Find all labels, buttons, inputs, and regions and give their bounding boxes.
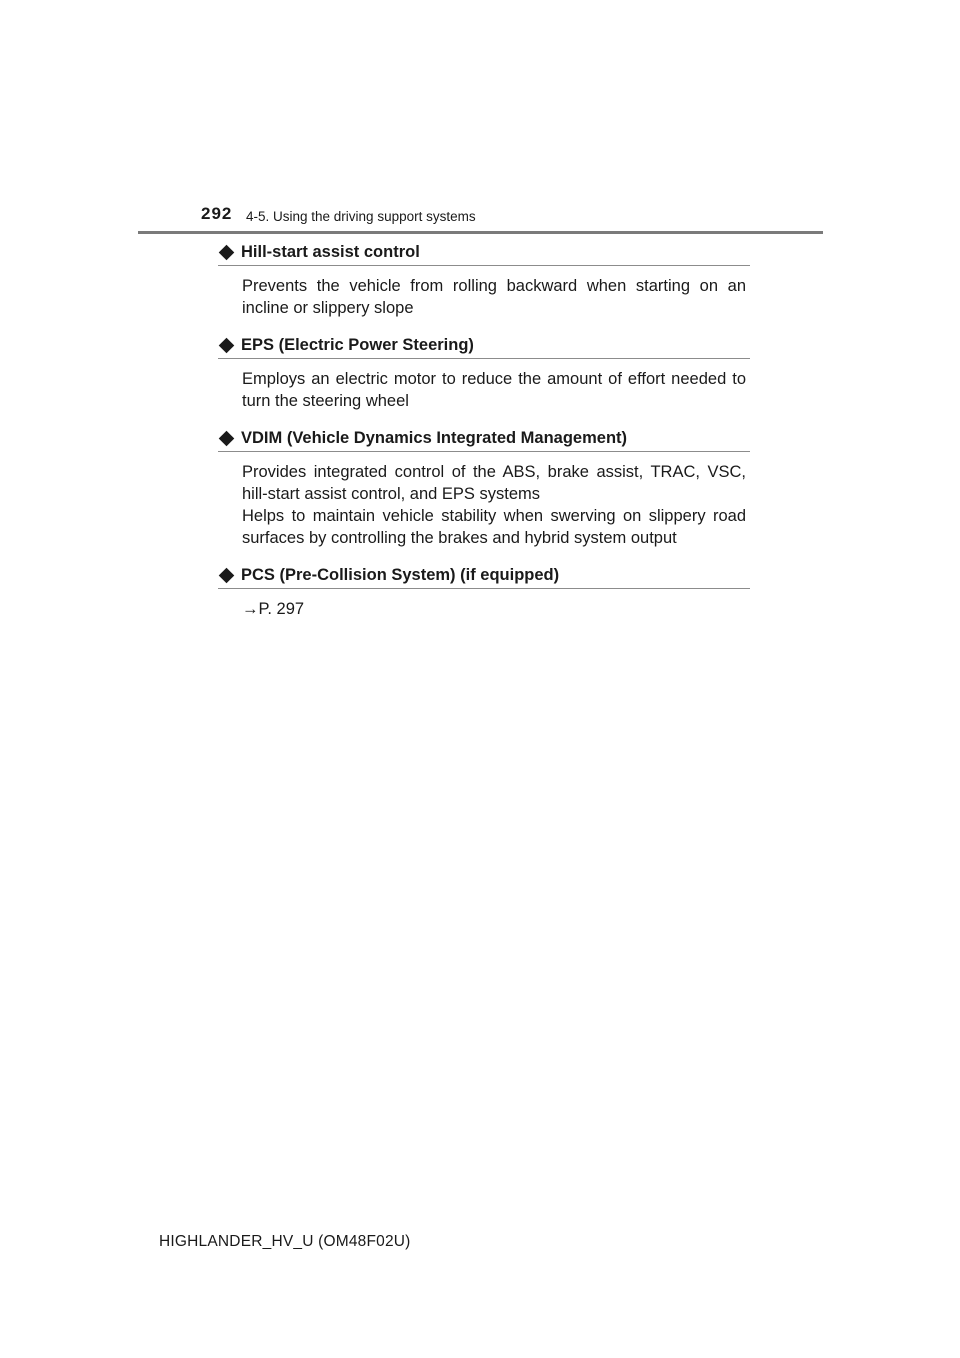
diamond-bullet-icon: [219, 568, 235, 584]
item-paragraph: Helps to maintain vehicle stability when swerving on slippery road surfaces by controlling the brakes and hybrid system output: [242, 507, 746, 547]
content: [218, 240, 750, 634]
item-paragraph: Provides integrated control of the ABS, brake assist, TRAC, VSC, hill-start assist control, and EPS systems: [242, 463, 746, 503]
item-heading-text: EPS (Electric Power Steering): [241, 336, 474, 354]
item-heading-text: Hill-start assist control: [241, 243, 420, 261]
diamond-bullet-icon: [219, 338, 235, 354]
item-pcs: [218, 563, 750, 620]
item-heading: [218, 240, 750, 266]
model-footer: HIGHLANDER_HV_U (OM48F02U): [159, 1233, 411, 1250]
item-paragraph: Employs an electric motor to reduce the amount of effort needed to turn the steering wheel: [242, 370, 746, 410]
section-title: 4-5. Using the driving support systems: [246, 209, 476, 224]
page-reference-link[interactable]: →P. 297: [242, 600, 305, 618]
page-number: 292: [201, 204, 233, 223]
header-divider: [138, 231, 823, 234]
item-heading: [218, 426, 750, 452]
item-eps: [218, 333, 750, 412]
item-heading: [218, 333, 750, 359]
item-heading: [218, 563, 750, 589]
item-hill-start-assist: [218, 240, 750, 319]
item-vdim: [218, 426, 750, 549]
item-paragraph: Prevents the vehicle from rolling backward when starting on an incline or slippery slope: [242, 277, 746, 317]
diamond-bullet-icon: [219, 245, 235, 261]
item-body: [242, 461, 746, 549]
item-body: [242, 275, 746, 319]
diamond-bullet-icon: [219, 431, 235, 447]
item-body: [242, 368, 746, 412]
item-heading-text: PCS (Pre-Collision System) (if equipped): [241, 566, 560, 584]
item-heading-text: VDIM (Vehicle Dynamics Integrated Management): [241, 429, 628, 447]
